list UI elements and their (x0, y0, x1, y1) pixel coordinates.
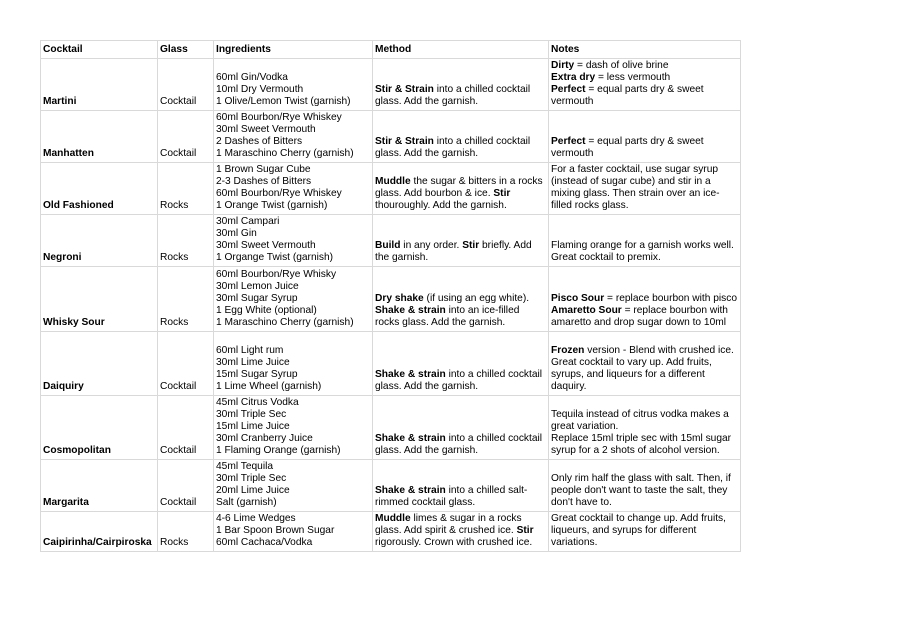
method-text: Dry shake (if using an egg white). Shake & strain into an ice-filled rocks glass. Add the garnish. (375, 293, 530, 328)
ingredient-line: 30ml Gin (216, 228, 257, 239)
method-text: Shake & strain into a chilled cocktail glass. Add the garnish. (375, 369, 543, 392)
ingredient-line: 30ml Triple Sec (216, 473, 287, 484)
ingredient-line: 2-3 Dashes of Bitters (216, 176, 312, 187)
bold-term: Dry shake (375, 293, 424, 304)
header-notes: Notes (549, 41, 741, 59)
method-cell (373, 59, 549, 111)
bold-term: Stir & Strain (375, 136, 434, 147)
note-line: Pisco Sour = replace bourbon with pisco (551, 293, 738, 304)
method-text: Muddle the sugar & bitters in a rocks glass. Add bourbon & ice. Stir thouroughly. Add the garnish. (375, 176, 543, 211)
method-cell (373, 267, 549, 332)
method-cell (373, 111, 549, 163)
glass-type: Cocktail (158, 396, 214, 460)
ingredient-line: 1 Orange Twist (garnish) (216, 200, 328, 211)
bold-term: Shake & strain (375, 305, 446, 316)
cocktail-name: Whisky Sour (41, 267, 158, 332)
notes-cell (549, 460, 741, 512)
bold-term: Perfect (551, 84, 586, 95)
glass-type: Cocktail (158, 332, 214, 396)
ingredient-line: 30ml Lime Juice (216, 357, 290, 368)
bold-term: Amaretto Sour (551, 305, 622, 316)
bold-term: Shake & strain (375, 485, 446, 496)
ingredient-line: 30ml Cranberry Juice (216, 433, 313, 444)
ingredient-line: 30ml Sweet Vermouth (216, 240, 316, 251)
notes-cell (549, 59, 741, 111)
table-row (41, 460, 741, 512)
ingredient-line: 1 Maraschino Cherry (garnish) (216, 148, 354, 159)
table-row (41, 215, 741, 267)
ingredient-line: 1 Maraschino Cherry (garnish) (216, 317, 354, 328)
note-line: Tequila instead of citrus vodka makes a great variation. (551, 409, 729, 432)
bold-term: Muddle (375, 176, 411, 187)
ingredient-line: 1 Brown Sugar Cube (216, 164, 311, 175)
bold-term: Pisco Sour (551, 293, 605, 304)
bold-term: Stir (516, 525, 534, 536)
ingredients-cell (214, 267, 373, 332)
header-glass: Glass (158, 41, 214, 59)
cocktail-name: Manhatten (41, 111, 158, 163)
method-cell (373, 332, 549, 396)
cocktail-name: Old Fashioned (41, 163, 158, 215)
ingredients-cell (214, 460, 373, 512)
ingredient-line: 1 Lime Wheel (garnish) (216, 381, 322, 392)
ingredient-line: 30ml Sugar Syrup (216, 293, 298, 304)
notes-cell (549, 332, 741, 396)
ingredient-line: 20ml Lime Juice (216, 485, 290, 496)
note-line: Only rim half the glass with salt. Then, if people don't want to taste the salt, they don't have to. (551, 473, 731, 508)
note-line: Great cocktail to premix. (551, 252, 661, 263)
bold-term: Dirty (551, 60, 575, 71)
table-body (41, 59, 741, 552)
header-method: Method (373, 41, 549, 59)
ingredient-line: 60ml Gin/Vodka (216, 72, 288, 83)
table-row (41, 396, 741, 460)
ingredient-line: 60ml Cachaca/Vodka (216, 537, 313, 548)
ingredient-line: 45ml Citrus Vodka (216, 397, 299, 408)
ingredient-line: 60ml Light rum (216, 345, 284, 356)
method-text: Muddle limes & sugar in a rocks glass. Add spirit & crushed ice. Stir rigorously. Crown with crushed ice. (375, 513, 534, 548)
note-line: Perfect = equal parts dry & sweet vermouth (551, 84, 704, 107)
table-header-row (41, 41, 741, 59)
ingredient-line: 15ml Sugar Syrup (216, 369, 298, 380)
notes-cell (549, 163, 741, 215)
header-cocktail: Cocktail (41, 41, 158, 59)
notes-cell (549, 396, 741, 460)
table-row (41, 59, 741, 111)
ingredient-line: 45ml Tequila (216, 461, 274, 472)
cocktail-name: Margarita (41, 460, 158, 512)
cocktail-name: Negroni (41, 215, 158, 267)
bold-term: Stir & Strain (375, 84, 434, 95)
table-row (41, 267, 741, 332)
cocktail-name: Martini (41, 59, 158, 111)
bold-term: Extra dry (551, 72, 596, 83)
note-line: Great cocktail to change up. Add fruits, liqueurs, and syrups for different variations. (551, 513, 726, 548)
ingredient-line: 4-6 Lime Wedges (216, 513, 296, 524)
table-row (41, 111, 741, 163)
ingredient-line: 1 Olive/Lemon Twist (garnish) (216, 96, 351, 107)
ingredient-line: 15ml Lime Juice (216, 421, 290, 432)
ingredients-cell (214, 163, 373, 215)
note-line: Amaretto Sour = replace bourbon with amaretto and drop sugar down to 10ml (551, 305, 728, 328)
note-line: Great cocktail to vary up. Add fruits, syrups, and liqueurs for a different daquiry. (551, 357, 712, 392)
notes-cell (549, 267, 741, 332)
bold-term: Perfect (551, 136, 586, 147)
ingredient-line: 60ml Bourbon/Rye Whiskey (216, 188, 342, 199)
glass-type: Cocktail (158, 111, 214, 163)
method-text: Stir & Strain into a chilled cocktail glass. Add the garnish. (375, 136, 531, 159)
ingredient-line: Salt (garnish) (216, 497, 277, 508)
method-text: Shake & strain into a chilled cocktail glass. Add the garnish. (375, 433, 543, 456)
glass-type: Cocktail (158, 59, 214, 111)
method-text: Build in any order. Stir briefly. Add the garnish. (375, 240, 532, 263)
cocktail-name: Caipirinha/Cairpiroska (41, 512, 158, 552)
bold-term: Stir (462, 240, 480, 251)
ingredient-line: 30ml Lemon Juice (216, 281, 299, 292)
table-row (41, 332, 741, 396)
method-cell (373, 460, 549, 512)
ingredient-line: 1 Flaming Orange (garnish) (216, 445, 341, 456)
table-row (41, 512, 741, 552)
ingredient-line: 30ml Sweet Vermouth (216, 124, 316, 135)
notes-cell (549, 215, 741, 267)
ingredients-cell (214, 332, 373, 396)
bold-term: Muddle (375, 513, 411, 524)
ingredient-line: 60ml Bourbon/Rye Whisky (216, 269, 337, 280)
glass-type: Rocks (158, 267, 214, 332)
cocktail-table (40, 40, 741, 552)
header-ingredients: Ingredients (214, 41, 373, 59)
ingredient-line: 30ml Triple Sec (216, 409, 287, 420)
glass-type: Cocktail (158, 460, 214, 512)
method-text: Stir & Strain into a chilled cocktail glass. Add the garnish. (375, 84, 531, 107)
bold-term: Stir (493, 188, 511, 199)
method-cell (373, 215, 549, 267)
bold-term: Shake & strain (375, 369, 446, 380)
note-line: For a faster cocktail, use sugar syrup (instead of sugar cube) and stir in a mixing glass. Then strain over an ice-filled rocks glass. (551, 164, 720, 211)
cocktail-name: Cosmopolitan (41, 396, 158, 460)
ingredient-line: 1 Bar Spoon Brown Sugar (216, 525, 335, 536)
ingredients-cell (214, 215, 373, 267)
ingredients-cell (214, 111, 373, 163)
ingredient-line: 30ml Campari (216, 216, 280, 227)
ingredient-line: 60ml Bourbon/Rye Whiskey (216, 112, 342, 123)
note-line: Extra dry = less vermouth (551, 72, 671, 83)
ingredient-line: 1 Egg White (optional) (216, 305, 317, 316)
note-line: Perfect = equal parts dry & sweet vermouth (551, 136, 704, 159)
note-line: Frozen version - Blend with crushed ice. (551, 345, 734, 356)
notes-cell (549, 111, 741, 163)
table-row (41, 163, 741, 215)
method-text: Shake & strain into a chilled salt-rimmed cocktail glass. (375, 485, 528, 508)
bold-term: Frozen (551, 345, 585, 356)
glass-type: Rocks (158, 163, 214, 215)
cocktail-name: Daiquiry (41, 332, 158, 396)
glass-type: Rocks (158, 215, 214, 267)
bold-term: Build (375, 240, 401, 251)
note-line: Flaming orange for a garnish works well. (551, 240, 734, 251)
notes-cell (549, 512, 741, 552)
ingredients-cell (214, 396, 373, 460)
ingredient-line: 10ml Dry Vermouth (216, 84, 304, 95)
ingredient-line: 2 Dashes of Bitters (216, 136, 303, 147)
glass-type: Rocks (158, 512, 214, 552)
method-cell (373, 512, 549, 552)
method-cell (373, 396, 549, 460)
ingredients-cell (214, 512, 373, 552)
ingredients-cell (214, 59, 373, 111)
note-line: Replace 15ml triple sec with 15ml sugar syrup for a 2 shots of alcohol version. (551, 433, 732, 456)
note-line: Dirty = dash of olive brine (551, 60, 669, 71)
bold-term: Shake & strain (375, 433, 446, 444)
method-cell (373, 163, 549, 215)
ingredient-line: 1 Organge Twist (garnish) (216, 252, 334, 263)
